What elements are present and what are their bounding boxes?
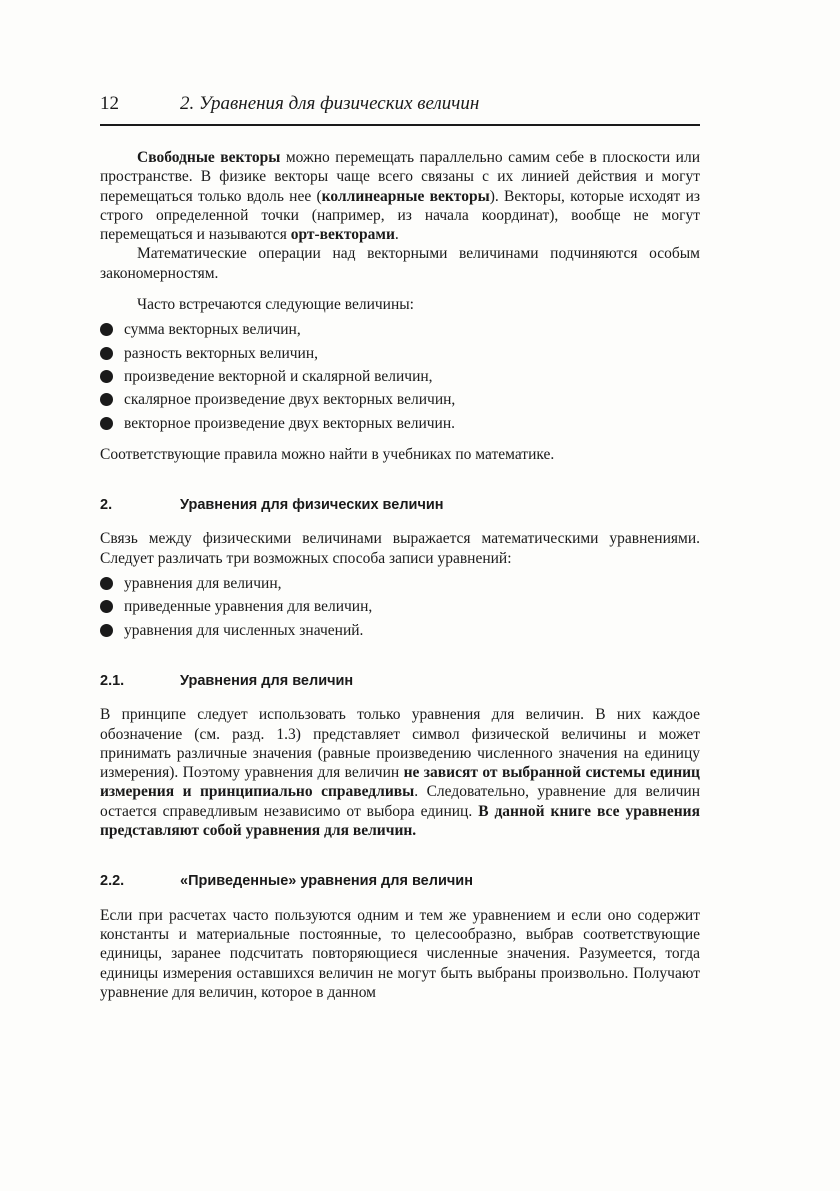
- bullet-icon: [100, 417, 113, 430]
- section-2-2-heading: [100, 872, 700, 891]
- intro-paragraph-free-vectors: Свободные векторы можно перемещать параллельно самим себе в плоскости или пространстве. В физике векторы чаще всего связаны с их линией действия и могут перемещаться только вдоль нее (коллинеарные векторы). Векторы, которые исходят из строго определенной точки (например, из начала координат), вообще не могут перемещаться и называются орт-векторами.: [100, 149, 701, 244]
- term-free-vectors: Свободные векторы: [137, 149, 281, 166]
- bullet-icon: [100, 347, 113, 360]
- section-2-paragraph: Связь между физическими величинами выражается математическими уравнениями. Следует различать три возможных способа записи уравнений:: [100, 530, 700, 567]
- section-number: 2.2.: [100, 873, 125, 890]
- list-item: произведение векторной и скалярной величин,: [100, 367, 700, 386]
- equation-types-list: [100, 574, 700, 640]
- section-number: 2.: [100, 497, 113, 514]
- bullet-icon: [100, 323, 113, 336]
- intro-paragraph-rules: Соответствующие правила можно найти в учебниках по математике.: [100, 445, 555, 463]
- list-item: разность векторных величин,: [100, 344, 700, 363]
- page-content: [100, 148, 700, 1002]
- bullet-icon: [100, 600, 113, 613]
- header-rule: [100, 124, 700, 126]
- term-collinear-vectors: коллинеарные векторы: [321, 187, 490, 205]
- list-item: уравнения для величин,: [100, 574, 700, 593]
- page-header: [100, 93, 700, 115]
- intro-paragraph-operations: Математические операции над векторными величинами подчиняются особым закономерностям.: [100, 245, 700, 282]
- section-2-2-paragraph: Если при расчетах часто пользуются одним и тем же уравнением и если оно содержит константы и материальные постоянные, то целесообразно, выбрав соответствующие единицы, заранее подсчитать повторяющиеся численные значения. Разумеется, тогда единицы измерения оставшихся величин не могут быть выбраны произвольно. Получают уравнение для величин, которое в данном: [100, 906, 700, 1001]
- emphasis-book-convention: В данной книге все уравнения представляют собой уравнения для величин.: [100, 802, 700, 840]
- section-title: Уравнения для величин: [180, 672, 354, 689]
- list-item: сумма векторных величин,: [100, 320, 700, 339]
- bullet-icon: [100, 370, 113, 383]
- emphasis-independence: не зависят от выбранной системы единиц измерения и принципиально справедливы: [100, 764, 700, 801]
- bullet-icon: [100, 624, 113, 637]
- term-ort-vectors: орт-векторами: [290, 226, 395, 244]
- section-2-1-paragraph: В принципе следует использовать только уравнения для величин. В них каждое обозначение (см. разд. 1.3) представляет символ физической величины и может принимать различные значения (равные произведению численного значения на единицу измерения). Поэтому уравнения для величин не зависят от выбранной системы единиц измерения и принципиально справедливы. Следовательно, уравнение для величин остается справедливым независимо от выбора единиц. В данной книге все уравнения представляют собой уравнения для величин.: [100, 706, 700, 840]
- section-title: Уравнения для физических величин: [180, 497, 444, 514]
- bullet-icon: [100, 577, 113, 590]
- list-item: приведенные уравнения для величин,: [100, 597, 700, 616]
- list-item: уравнения для численных значений.: [100, 621, 700, 640]
- bullet-icon: [100, 393, 113, 406]
- section-2-1-heading: [100, 672, 700, 691]
- section-2-heading: [100, 496, 700, 515]
- list-item: скалярное произведение двух векторных величин,: [100, 390, 700, 409]
- intro-list-lead: Часто встречаются следующие величины:: [137, 296, 414, 314]
- running-title: 2. Уравнения для физических величин: [180, 93, 480, 114]
- page-number: 12: [100, 93, 119, 114]
- section-title: «Приведенные» уравнения для величин: [180, 873, 473, 890]
- list-item: векторное произведение двух векторных величин.: [100, 414, 700, 433]
- vector-operations-list: [100, 320, 700, 432]
- section-number: 2.1.: [100, 672, 125, 689]
